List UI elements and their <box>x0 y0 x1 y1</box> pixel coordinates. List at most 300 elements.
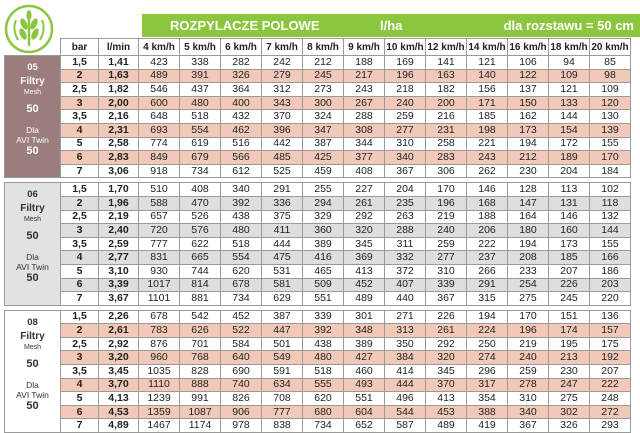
rate-cell: 340 <box>508 405 549 419</box>
nozzle-label-cell <box>5 56 61 178</box>
rate-cell: 140 <box>467 69 508 83</box>
rate-cell: 392 <box>303 324 344 338</box>
rate-cell: 584 <box>221 337 262 351</box>
rate-cell: 531 <box>262 264 303 278</box>
rate-cell: 121 <box>549 83 590 97</box>
rate-cell: 620 <box>221 264 262 278</box>
rate-cell: 489 <box>344 292 385 306</box>
rate-cell: 370 <box>426 378 467 392</box>
col-header: 4 km/h <box>139 39 180 56</box>
rate-cell: 267 <box>344 96 385 110</box>
rate-cell: 389 <box>344 337 385 351</box>
rate-cell: 186 <box>590 264 631 278</box>
table-row <box>5 183 631 197</box>
rate-cell: 1359 <box>139 405 180 419</box>
col-header: 9 km/h <box>344 39 385 56</box>
rate-cell: 194 <box>467 310 508 324</box>
rate-cell: 133 <box>549 96 590 110</box>
flow-cell: 3,06 <box>99 164 139 178</box>
rate-cell: 522 <box>221 324 262 338</box>
pressure-cell: 2,5 <box>61 337 99 351</box>
rate-cell: 470 <box>180 196 221 210</box>
rate-cell: 200 <box>426 96 467 110</box>
rate-cell: 207 <box>590 365 631 379</box>
table-row <box>5 292 631 306</box>
rate-cell: 612 <box>221 164 262 178</box>
rate-cell: 340 <box>221 183 262 197</box>
rate-cell: 419 <box>467 419 508 433</box>
rate-cell: 489 <box>426 419 467 433</box>
table-row <box>5 251 631 265</box>
rate-cell: 881 <box>180 292 221 306</box>
rate-cell: 626 <box>180 324 221 338</box>
rate-cell: 391 <box>180 69 221 83</box>
rate-cell: 425 <box>303 151 344 165</box>
rate-cell: 332 <box>385 251 426 265</box>
rate-cell: 151 <box>549 310 590 324</box>
rate-cell: 546 <box>139 83 180 97</box>
rate-cell: 828 <box>180 365 221 379</box>
rate-cell: 155 <box>590 237 631 251</box>
rate-cell: 130 <box>590 110 631 124</box>
rate-cell: 720 <box>139 224 180 238</box>
pressure-cell: 3,5 <box>61 237 99 251</box>
rate-cell: 367 <box>426 292 467 306</box>
rate-cell: 279 <box>262 69 303 83</box>
flow-cell: 2,59 <box>99 237 139 251</box>
rate-cell: 768 <box>180 351 221 365</box>
rate-cell: 480 <box>303 351 344 365</box>
rate-cell: 150 <box>508 96 549 110</box>
rate-cell: 230 <box>508 164 549 178</box>
rate-cell: 389 <box>303 237 344 251</box>
table-row <box>5 351 631 365</box>
nozzle-code: 06 <box>27 189 38 201</box>
rate-cell: 438 <box>303 337 344 351</box>
col-header: l/min <box>99 39 139 56</box>
col-header: 14 km/h <box>467 39 508 56</box>
rate-cell: 518 <box>303 365 344 379</box>
pressure-cell: 6 <box>61 405 99 419</box>
rate-cell: 272 <box>590 405 631 419</box>
rate-cell: 367 <box>385 164 426 178</box>
flow-cell: 2,16 <box>99 110 139 124</box>
table-row <box>5 196 631 210</box>
rate-cell: 188 <box>467 210 508 224</box>
col-header: 5 km/h <box>180 39 221 56</box>
rate-cell: 175 <box>590 337 631 351</box>
rate-cell: 310 <box>426 264 467 278</box>
mesh-label: Mesh <box>23 216 42 224</box>
flow-cell: 2,77 <box>99 251 139 265</box>
rate-cell: 496 <box>385 392 426 406</box>
rate-cell: 171 <box>467 96 508 110</box>
rate-cell: 300 <box>303 96 344 110</box>
rate-cell: 581 <box>262 278 303 292</box>
col-header: 12 km/h <box>426 39 467 56</box>
rate-cell: 452 <box>221 310 262 324</box>
rate-cell: 554 <box>221 251 262 265</box>
table-row <box>5 224 631 238</box>
rate-cell: 364 <box>221 83 262 97</box>
rate-cell: 259 <box>508 365 549 379</box>
rate-cell: 291 <box>262 183 303 197</box>
rate-cell: 262 <box>467 164 508 178</box>
rate-cell: 302 <box>549 405 590 419</box>
rate-cell: 282 <box>221 56 262 70</box>
rate-cell: 261 <box>344 196 385 210</box>
rate-cell: 408 <box>180 183 221 197</box>
rate-cell: 266 <box>467 264 508 278</box>
rate-cell: 377 <box>344 151 385 165</box>
flow-cell: 4,13 <box>99 392 139 406</box>
rate-cell: 783 <box>139 324 180 338</box>
rate-cell: 263 <box>385 210 426 224</box>
rate-cell: 678 <box>139 310 180 324</box>
nozzle-label-cell <box>5 183 61 305</box>
rate-cell: 237 <box>467 251 508 265</box>
rate-cell: 139 <box>590 123 631 137</box>
rate-cell: 396 <box>262 123 303 137</box>
pressure-cell: 1,5 <box>61 183 99 197</box>
avi-twin-label: AVI Twin <box>16 262 49 273</box>
rate-cell: 240 <box>426 224 467 238</box>
col-header: bar <box>61 39 99 56</box>
rate-cell: 734 <box>303 419 344 433</box>
pressure-cell: 7 <box>61 419 99 433</box>
rate-cell: 231 <box>426 123 467 137</box>
flow-cell: 2,92 <box>99 337 139 351</box>
rate-cell: 283 <box>426 151 467 165</box>
flow-cell: 1,63 <box>99 69 139 83</box>
rate-cell: 240 <box>508 351 549 365</box>
rate-cell: 344 <box>344 137 385 151</box>
rate-cell: 170 <box>508 310 549 324</box>
banner-spacing: dla rozstawu = 50 cm <box>503 18 634 33</box>
rate-cell: 387 <box>262 310 303 324</box>
rate-cell: 1017 <box>139 278 180 292</box>
rate-cell: 194 <box>508 237 549 251</box>
rate-cell: 680 <box>303 405 344 419</box>
pressure-cell: 3 <box>61 96 99 110</box>
rate-cell: 196 <box>385 69 426 83</box>
rate-cell: 196 <box>508 324 549 338</box>
flow-cell: 2,61 <box>99 324 139 338</box>
rate-cell: 329 <box>303 210 344 224</box>
nozzle-code: 08 <box>27 316 38 328</box>
rate-cell: 516 <box>221 137 262 151</box>
banner-title: ROZPYLACZE POLOWE <box>170 18 320 33</box>
rate-cell: 326 <box>549 419 590 433</box>
rate-cell: 207 <box>549 264 590 278</box>
col-header: 6 km/h <box>221 39 262 56</box>
rate-cell: 154 <box>549 123 590 137</box>
rate-cell: 407 <box>385 278 426 292</box>
pressure-cell: 2,5 <box>61 83 99 97</box>
rate-cell: 576 <box>180 224 221 238</box>
dla-label: Dla <box>26 125 39 135</box>
rate-cell: 226 <box>549 278 590 292</box>
rate-cell: 629 <box>262 292 303 306</box>
table-row <box>5 378 631 392</box>
rate-cell: 155 <box>590 137 631 151</box>
rate-cell: 459 <box>303 164 344 178</box>
corner-cell <box>5 39 61 56</box>
mesh-value: 50 <box>26 230 39 243</box>
rate-cell: 622 <box>180 237 221 251</box>
rate-cell: 348 <box>344 324 385 338</box>
rate-cell: 221 <box>467 137 508 151</box>
flow-cell: 1,70 <box>99 183 139 197</box>
rate-cell: 554 <box>180 123 221 137</box>
application-rate-table <box>4 38 631 433</box>
rate-cell: 814 <box>180 278 221 292</box>
rate-cell: 271 <box>385 310 426 324</box>
rate-cell: 85 <box>590 56 631 70</box>
table-row <box>5 137 631 151</box>
rate-cell: 310 <box>508 392 549 406</box>
pressure-cell: 5 <box>61 137 99 151</box>
rate-cell: 960 <box>139 351 180 365</box>
rate-cell: 128 <box>508 183 549 197</box>
rate-cell: 169 <box>385 56 426 70</box>
rate-cell: 838 <box>262 419 303 433</box>
flow-cell: 2,26 <box>99 310 139 324</box>
rate-cell: 188 <box>344 56 385 70</box>
rate-cell: 501 <box>262 337 303 351</box>
rate-cell: 388 <box>467 405 508 419</box>
rate-cell: 336 <box>262 196 303 210</box>
flow-cell: 2,40 <box>99 224 139 238</box>
rate-cell: 109 <box>549 69 590 83</box>
rate-cell: 442 <box>262 137 303 151</box>
rate-cell: 1087 <box>180 405 221 419</box>
rate-cell: 131 <box>549 196 590 210</box>
mesh-label: Mesh <box>23 89 42 96</box>
rate-cell: 906 <box>221 405 262 419</box>
rate-cell: 206 <box>467 224 508 238</box>
rate-cell: 1239 <box>139 392 180 406</box>
filter-label: Filtry <box>20 76 45 87</box>
rate-cell: 679 <box>180 151 221 165</box>
rate-cell: 275 <box>508 292 549 306</box>
rate-cell: 462 <box>221 123 262 137</box>
rate-cell: 774 <box>139 137 180 151</box>
rate-cell: 542 <box>180 310 221 324</box>
rate-cell: 227 <box>344 183 385 197</box>
rate-cell: 141 <box>426 56 467 70</box>
rate-cell: 277 <box>385 123 426 137</box>
rate-cell: 347 <box>303 123 344 137</box>
rate-cell: 219 <box>508 337 549 351</box>
rate-cell: 369 <box>344 251 385 265</box>
pressure-cell: 3,5 <box>61 365 99 379</box>
col-header: 18 km/h <box>549 39 590 56</box>
rate-cell: 604 <box>344 405 385 419</box>
flow-cell: 3,10 <box>99 264 139 278</box>
table-row <box>5 405 631 419</box>
rate-cell: 254 <box>508 278 549 292</box>
rate-cell: 259 <box>426 237 467 251</box>
rate-cell: 98 <box>590 69 631 83</box>
rate-cell: 392 <box>221 196 262 210</box>
rate-cell: 978 <box>221 419 262 433</box>
rate-cell: 460 <box>344 365 385 379</box>
flow-cell: 3,39 <box>99 278 139 292</box>
rate-cell: 526 <box>180 210 221 224</box>
rate-cell: 184 <box>590 164 631 178</box>
rate-cell: 740 <box>221 378 262 392</box>
rate-cell: 189 <box>549 151 590 165</box>
table-row <box>5 164 631 178</box>
rate-cell: 416 <box>303 251 344 265</box>
rate-cell: 170 <box>426 183 467 197</box>
avi-value: 50 <box>26 145 39 157</box>
rate-cell: 147 <box>508 196 549 210</box>
rate-cell: 204 <box>385 183 426 197</box>
rate-cell: 160 <box>549 224 590 238</box>
rate-cell: 544 <box>385 405 426 419</box>
rate-cell: 465 <box>303 264 344 278</box>
rate-cell: 485 <box>262 151 303 165</box>
pressure-cell: 5 <box>61 264 99 278</box>
rate-cell: 157 <box>590 324 631 338</box>
table-row <box>5 56 631 70</box>
dla-label: Dla <box>26 379 39 390</box>
rate-cell: 204 <box>549 164 590 178</box>
table-row <box>5 365 631 379</box>
banner-unit: l/ha <box>380 18 403 33</box>
rate-cell: 224 <box>467 324 508 338</box>
rate-cell: 849 <box>139 151 180 165</box>
rate-cell: 248 <box>590 392 631 406</box>
rate-cell: 549 <box>262 351 303 365</box>
rate-cell: 400 <box>221 96 262 110</box>
mesh-label: Mesh <box>23 343 42 351</box>
table-row <box>5 237 631 251</box>
rate-cell: 991 <box>180 392 221 406</box>
flow-cell: 1,41 <box>99 56 139 70</box>
rate-cell: 693 <box>139 123 180 137</box>
rate-cell: 566 <box>221 151 262 165</box>
table-row <box>5 83 631 97</box>
flow-cell: 3,70 <box>99 378 139 392</box>
pressure-cell: 1,5 <box>61 56 99 70</box>
rate-cell: 259 <box>385 110 426 124</box>
rate-cell: 489 <box>139 69 180 83</box>
flow-cell: 1,96 <box>99 196 139 210</box>
rate-cell: 118 <box>590 196 631 210</box>
rate-cell: 518 <box>221 237 262 251</box>
rate-cell: 301 <box>344 310 385 324</box>
rate-cell: 444 <box>262 237 303 251</box>
rate-cell: 475 <box>262 251 303 265</box>
rate-cell: 619 <box>180 137 221 151</box>
flow-cell: 3,67 <box>99 292 139 306</box>
rate-cell: 600 <box>139 96 180 110</box>
rate-cell: 137 <box>508 83 549 97</box>
flow-cell: 1,82 <box>99 83 139 97</box>
rate-cell: 345 <box>426 365 467 379</box>
rate-cell: 444 <box>385 378 426 392</box>
rate-cell: 678 <box>221 278 262 292</box>
rate-cell: 453 <box>426 405 467 419</box>
table-row <box>5 96 631 110</box>
rate-cell: 242 <box>262 56 303 70</box>
col-header: 10 km/h <box>385 39 426 56</box>
rate-cell: 120 <box>590 96 631 110</box>
rate-cell: 620 <box>303 392 344 406</box>
rate-cell: 180 <box>508 224 549 238</box>
rate-cell: 493 <box>344 378 385 392</box>
rate-cell: 509 <box>303 278 344 292</box>
rate-cell: 384 <box>385 351 426 365</box>
flow-cell: 4,53 <box>99 405 139 419</box>
pressure-cell: 7 <box>61 164 99 178</box>
rate-cell: 185 <box>467 110 508 124</box>
rate-cell: 212 <box>508 151 549 165</box>
rate-cell: 219 <box>426 210 467 224</box>
rate-cell: 1101 <box>139 292 180 306</box>
rate-cell: 591 <box>262 365 303 379</box>
header-row <box>5 39 631 56</box>
rate-cell: 315 <box>467 292 508 306</box>
rate-cell: 551 <box>344 392 385 406</box>
rate-cell: 354 <box>467 392 508 406</box>
rate-cell: 343 <box>262 96 303 110</box>
rate-cell: 173 <box>549 237 590 251</box>
rate-cell: 273 <box>303 83 344 97</box>
table-row <box>5 392 631 406</box>
table-row <box>5 419 631 433</box>
flow-cell: 3,45 <box>99 365 139 379</box>
rate-cell: 665 <box>180 251 221 265</box>
flow-cell: 2,83 <box>99 151 139 165</box>
pressure-cell: 3 <box>61 351 99 365</box>
rate-cell: 312 <box>262 83 303 97</box>
table-row <box>5 151 631 165</box>
rate-cell: 320 <box>344 224 385 238</box>
rate-cell: 918 <box>139 164 180 178</box>
rate-cell: 648 <box>139 110 180 124</box>
pressure-cell: 2 <box>61 324 99 338</box>
table-row <box>5 264 631 278</box>
rate-cell: 447 <box>262 324 303 338</box>
rate-cell: 173 <box>508 123 549 137</box>
rate-cell: 275 <box>549 392 590 406</box>
rate-cell: 198 <box>467 123 508 137</box>
rate-cell: 413 <box>426 392 467 406</box>
rate-cell: 185 <box>549 251 590 265</box>
rate-cell: 317 <box>467 378 508 392</box>
filter-label: Filtry <box>20 330 45 342</box>
rate-cell: 170 <box>590 151 631 165</box>
rate-cell: 360 <box>303 224 344 238</box>
rate-cell: 226 <box>426 310 467 324</box>
rate-cell: 296 <box>467 365 508 379</box>
rate-cell: 437 <box>180 83 221 97</box>
rate-cell: 174 <box>549 324 590 338</box>
dla-label: Dla <box>26 252 39 263</box>
rate-cell: 196 <box>426 196 467 210</box>
rate-cell: 440 <box>385 292 426 306</box>
rate-cell: 734 <box>180 164 221 178</box>
rate-cell: 324 <box>303 110 344 124</box>
rate-cell: 291 <box>467 278 508 292</box>
rate-cell: 144 <box>549 110 590 124</box>
rate-cell: 293 <box>590 419 631 433</box>
rate-cell: 216 <box>426 110 467 124</box>
